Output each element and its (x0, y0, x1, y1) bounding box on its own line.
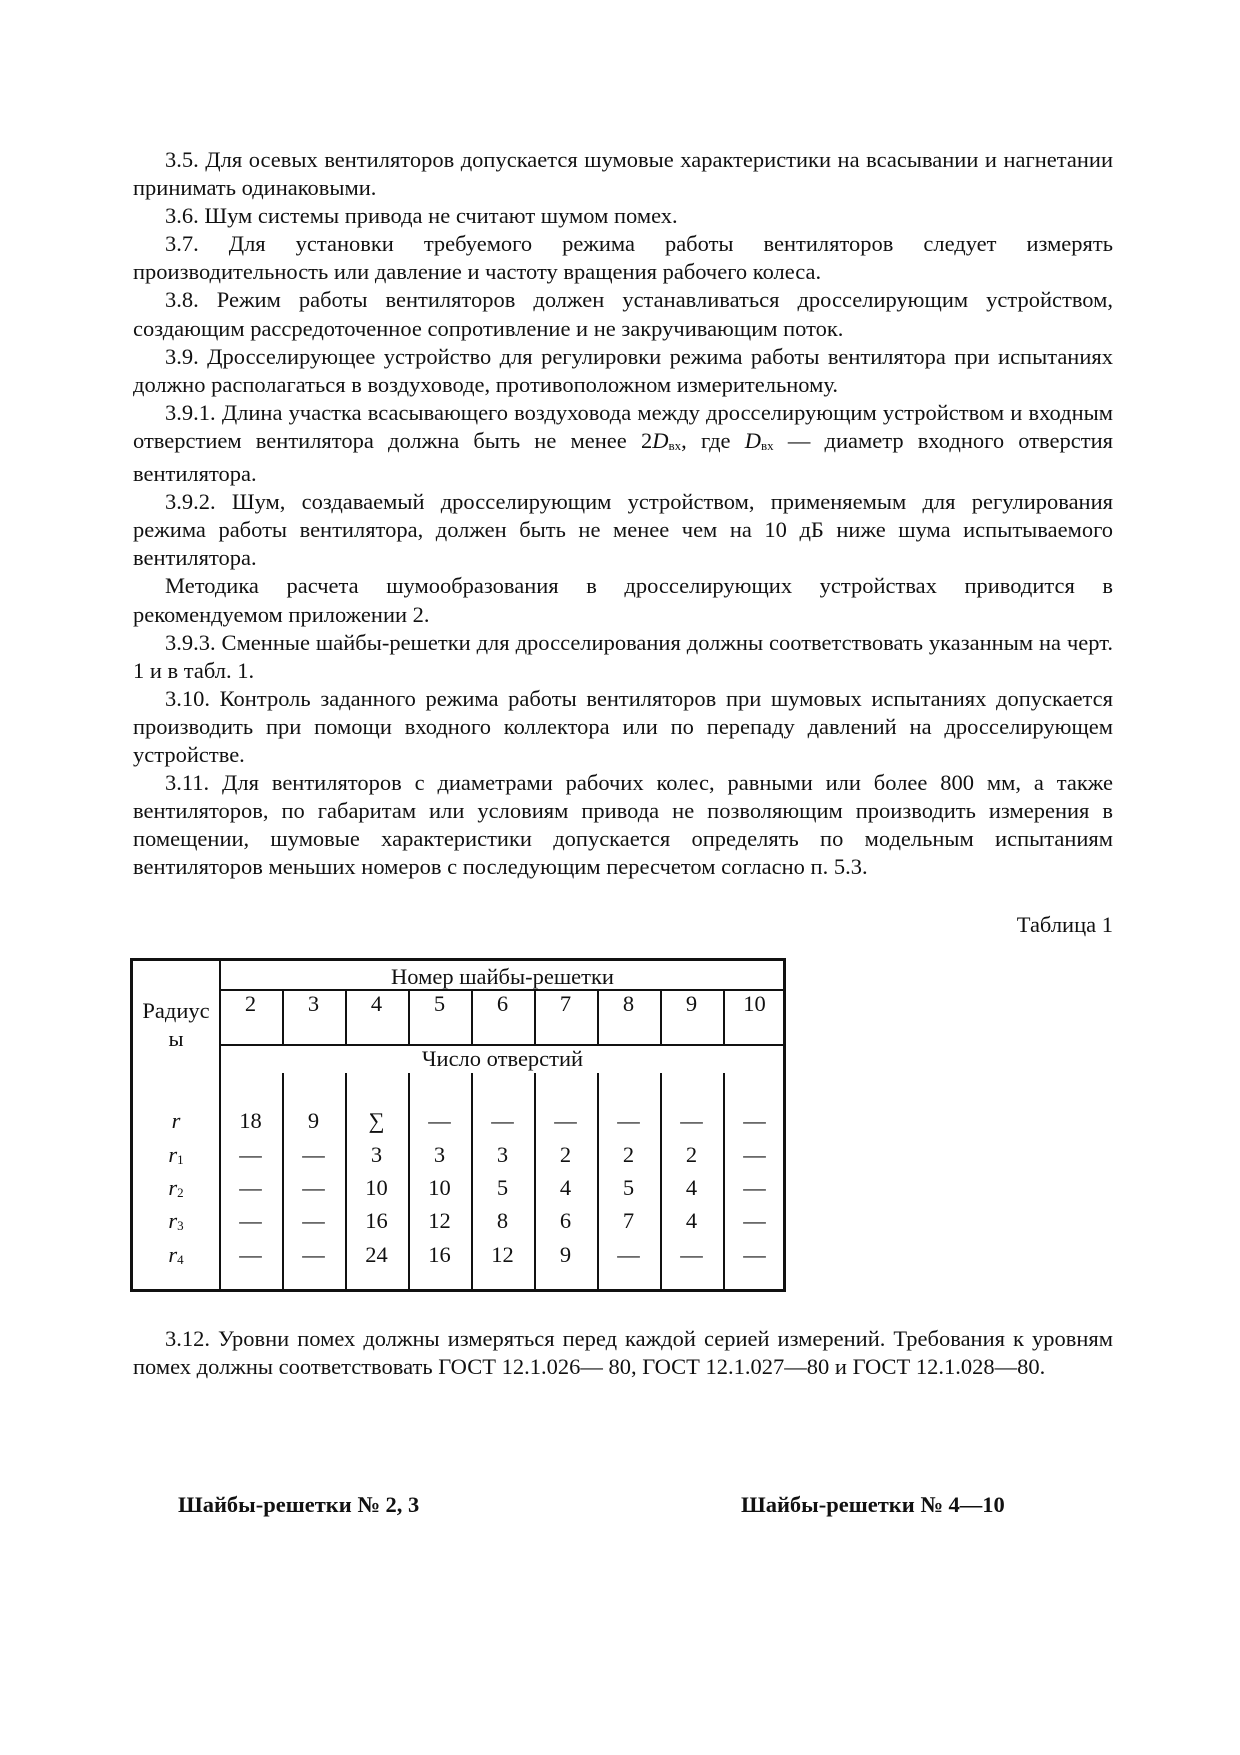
table-cell: — (743, 1242, 766, 1267)
table-cell: 9 (559, 1242, 572, 1267)
paragraph-3-7: 3.7. Для установки требуемого режима работы вентиляторов следует измерять производительность или давление и частоту вращения рабочего колеса. (133, 231, 1113, 285)
table-cell: — (428, 1108, 451, 1133)
paragraph-3-9: 3.9. Дросселирующее устройство для регулировки режима работы вентилятора при испытаниях должно располагаться в воздуховоде, противоположном измерительному. (133, 343, 1113, 397)
table-cell: ∑ (368, 1108, 385, 1133)
table-cell: — (239, 1242, 262, 1267)
paragraph-3-12-block (133, 1325, 1113, 1381)
row-radius-label: r (171, 1108, 181, 1133)
table-cell: — (302, 1242, 325, 1267)
table-cell: 2 (685, 1142, 698, 1167)
table-cell: 7 (622, 1208, 635, 1233)
table-cell: 18 (239, 1108, 262, 1133)
table-cell: 5 (496, 1175, 509, 1200)
table-cell: — (743, 1208, 766, 1233)
table-cell: 6 (559, 1208, 572, 1233)
washer-number-header: Номер шайбы-решетки (391, 964, 614, 989)
column-number: 9 (685, 991, 698, 1016)
table-cell: 12 (428, 1208, 451, 1233)
paragraph-3-9-2: 3.9.2. Шум, создаваемый дросселирующим устройством, применяемым для регулирования режима работы вентилятора, должен быть не менее чем на 10 дБ ниже шума испытываемого вентилятора. (133, 489, 1113, 571)
table-cell: — (554, 1108, 577, 1133)
column-number: 3 (307, 991, 320, 1016)
table-cell: — (743, 1108, 766, 1133)
column-number: 6 (496, 991, 509, 1016)
paragraph-3-10: 3.10. Контроль заданного режима работы вентиляторов при шумовых испытаниях допускается производить при помощи входного коллектора или по перепаду давлений на дросселирующем устройстве. (133, 685, 1113, 767)
table-cell: 3 (496, 1142, 509, 1167)
column-number: 2 (244, 991, 257, 1016)
table-cell: — (302, 1142, 325, 1167)
row-radius-label: $r_2$ (168, 1175, 184, 1200)
column-number: 8 (622, 991, 635, 1016)
document-body (133, 146, 1113, 940)
table-cell: 4 (685, 1175, 698, 1200)
table-1 (130, 958, 786, 1292)
row-radius-label: $r_4$ (168, 1242, 184, 1267)
table-cell: 10 (365, 1175, 388, 1200)
table-cell: — (491, 1108, 514, 1133)
figure-caption-left: Шайбы-решетки № 2, 3 (178, 1492, 420, 1517)
table-cell: — (680, 1242, 703, 1267)
column-number: 7 (559, 991, 572, 1016)
table-cell: 16 (428, 1242, 451, 1267)
table-cell: 4 (685, 1208, 698, 1233)
table-cell: — (617, 1242, 640, 1267)
paragraph-3-11: 3.11. Для вентиляторов с диаметрами рабочих колес, равными или более 800 мм, а также вентиляторов, по габаритам или условиям привода не позволяющим производить измерения в помещении, шумовые характеристики допускается определять по модельным испытаниям вентиляторов меньших номеров с последующим пересчетом согласно п. 5.3. (133, 770, 1113, 880)
table-cell: — (743, 1175, 766, 1200)
table-cell: — (239, 1208, 262, 1233)
table-rule (219, 1044, 786, 1046)
column-number: 5 (433, 991, 446, 1016)
holes-count-header: Число отверстий (421, 1046, 584, 1071)
figure-caption-right: Шайбы-решетки № 4—10 (741, 1492, 1005, 1517)
table-cell: — (617, 1108, 640, 1133)
table-cell: — (743, 1142, 766, 1167)
table-cell: 8 (496, 1208, 509, 1233)
table-cell: — (239, 1175, 262, 1200)
paragraph-3-5: 3.5. Для осевых вентиляторов допускается шумовые характеристики на всасывании и нагнетании принимать одинаковыми. (133, 147, 1113, 201)
table-cell: 3 (433, 1142, 446, 1167)
table-cell: 2 (622, 1142, 635, 1167)
paragraph-3-12: 3.12. Уровни помех должны измеряться перед каждой серией измерений. Требования к уровням помех должны соответствовать ГОСТ 12.1.026— 80, ГОСТ 12.1.027—80 и ГОСТ 12.1.028—80. (133, 1326, 1113, 1380)
radius-header: Радиус ы (142, 998, 210, 1051)
table-cell: — (680, 1108, 703, 1133)
table-cell: — (302, 1175, 325, 1200)
table-cell: 2 (559, 1142, 572, 1167)
paragraph-3-8: 3.8. Режим работы вентиляторов должен устанавливаться дросселирующим устройством, создающим рассредоточенное сопротивление и не закручивающим поток. (133, 287, 1113, 341)
table-cell: 4 (559, 1175, 572, 1200)
table-cell: 9 (307, 1108, 320, 1133)
table-caption: Таблица 1 (1016, 912, 1113, 938)
table-cell: 10 (428, 1175, 451, 1200)
column-number: 4 (370, 991, 383, 1016)
table-cell: — (239, 1142, 262, 1167)
column-number: 10 (743, 991, 766, 1016)
table-cell: — (302, 1208, 325, 1233)
row-radius-label: $r_3$ (168, 1208, 184, 1233)
table-cell: 5 (622, 1175, 635, 1200)
paragraph-3-9-1: 3.9.1. Длина участка всасывающего воздуховода между дросселирующим устройством и входным отверстием вентилятора должна быть не менее $2D_{вх}$, где $D_{вх}$ — диаметр входного отверстия вентилятора. (133, 399, 1114, 487)
table-cell: 12 (491, 1242, 514, 1267)
paragraph-methodology: Методика расчета шумообразования в дросселирующих устройствах приводится в рекомендуемом приложении 2. (133, 573, 1113, 627)
table-cell: 24 (365, 1242, 388, 1267)
table-cell: 16 (365, 1208, 388, 1233)
table-cell: 3 (370, 1142, 383, 1167)
row-radius-label: $r_1$ (168, 1142, 184, 1167)
paragraph-3-9-3: 3.9.3. Сменные шайбы-решетки для дросселирования должны соответствовать указанным на черт. 1 и в табл. 1. (133, 629, 1113, 683)
paragraph-3-6: 3.6. Шум системы привода не считают шумом помех. (165, 203, 678, 229)
